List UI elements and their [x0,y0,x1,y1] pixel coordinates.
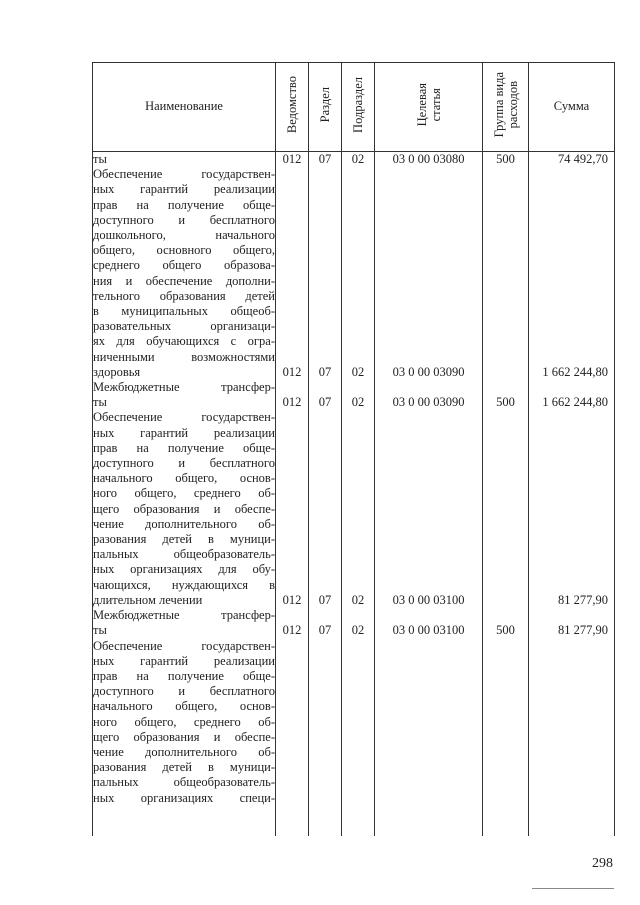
name-line: тельного образования детей [93,288,275,303]
name-line: дошкольного, начального [93,228,275,243]
footer-rule [532,888,614,889]
header-subsection: Подраздел [342,63,375,152]
header-dept: Ведомство [276,63,309,152]
name-line: ты [93,152,107,166]
name-line: прав на получение обще- [93,668,275,683]
name-line: ных гарантий реализации [93,182,275,197]
name-line: разования детей в муници- [93,760,275,775]
name-line: ниченными возможностями [93,349,275,364]
cell-sum: 1 662 244,80 [542,364,608,379]
name-line: ного общего, среднего об- [93,714,275,729]
name-line: Межбюджетные трансфер- [93,608,275,623]
name-line: ты [93,395,107,410]
subsection-column [342,152,375,837]
table-header-row [93,63,615,152]
cell-sum: 81 277,90 [558,623,608,638]
name-line: чение дополнительного об- [93,744,275,759]
name-line: чение дополнительного об- [93,516,275,531]
name-line: чающихся, нуждающихся в [93,577,275,592]
name-line: начального общего, основ- [93,699,275,714]
cell-section: 07 [318,395,332,410]
cell-group: 500 [496,152,515,166]
name-line: доступного и бесплатного [93,456,275,471]
name-line: ния и обеспечение дополни- [93,273,275,288]
name-line: ных организациях для обу- [93,562,275,577]
header-target: Целевая статья [375,63,483,152]
cell-target: 03 0 00 03090 [392,395,465,410]
page-number: 298 [592,856,613,871]
table-body-row [93,152,615,837]
name-line: разования детей в муници- [93,532,275,547]
cell-group: 500 [496,623,515,638]
name-column [93,152,276,837]
cell-dept: 012 [282,623,302,638]
cell-target: 03 0 00 03090 [392,364,465,379]
dept-column [276,152,309,837]
cell-subsection: 02 [351,623,365,638]
name-line: Обеспечение государствен- [93,410,275,425]
name-line: прав на получение обще- [93,440,275,455]
name-line: разовательных организаци- [93,319,275,334]
cell-dept: 012 [282,152,302,166]
name-line: пальных общеобразователь- [93,775,275,790]
name-line: ных гарантий реализации [93,653,275,668]
header-section: Раздел [309,63,342,152]
target-column [375,152,483,837]
cell-sum: 1 662 244,80 [542,395,608,410]
cell-subsection: 02 [351,592,365,607]
cell-sum: 74 492,70 [558,152,608,166]
cell-group: 500 [496,395,515,410]
name-line: Обеспечение государствен- [93,638,275,653]
name-line: доступного и бесплатного [93,684,275,699]
name-line: щего образования и обеспе- [93,729,275,744]
name-line: начального общего, основ- [93,471,275,486]
name-line: в муниципальных общеоб- [93,304,275,319]
name-line: ного общего, среднего об- [93,486,275,501]
cell-section: 07 [318,623,332,638]
cell-target: 03 0 00 03100 [392,623,465,638]
name-line: пальных общеобразователь- [93,547,275,562]
budget-table [92,62,615,836]
name-line: здоровья [93,364,141,379]
cell-subsection: 02 [351,364,365,379]
name-line: Межбюджетные трансфер- [93,380,275,395]
cell-subsection: 02 [351,395,365,410]
name-line: среднего общего образова- [93,258,275,273]
cell-dept: 012 [282,592,302,607]
cell-section: 07 [318,592,332,607]
name-line: ных гарантий реализации [93,425,275,440]
header-sum: Сумма [529,63,615,152]
cell-subsection: 02 [351,152,365,166]
cell-dept: 012 [282,364,302,379]
sum-column [529,152,615,837]
cell-section: 07 [318,364,332,379]
cell-target: 03 0 00 03080 [392,152,465,166]
name-line: ных организациях специ- [93,790,275,805]
cell-sum: 81 277,90 [558,592,608,607]
header-group: Группа вида расходов [483,63,529,152]
name-line: доступного и бесплатного [93,212,275,227]
cell-dept: 012 [282,395,302,410]
name-line: длительном лечении [93,592,203,607]
name-line: ты [93,623,107,638]
name-line: Обеспечение государствен- [93,167,275,182]
header-name: Наименование [93,63,276,152]
name-line: щего образования и обеспе- [93,501,275,516]
cell-section: 07 [318,152,332,166]
name-line: общего, основного общего, [93,243,275,258]
name-line: прав на получение обще- [93,197,275,212]
section-column [309,152,342,837]
name-line: ях для обучающихся с огра- [93,334,275,349]
group-column [483,152,529,837]
cell-target: 03 0 00 03100 [392,592,465,607]
